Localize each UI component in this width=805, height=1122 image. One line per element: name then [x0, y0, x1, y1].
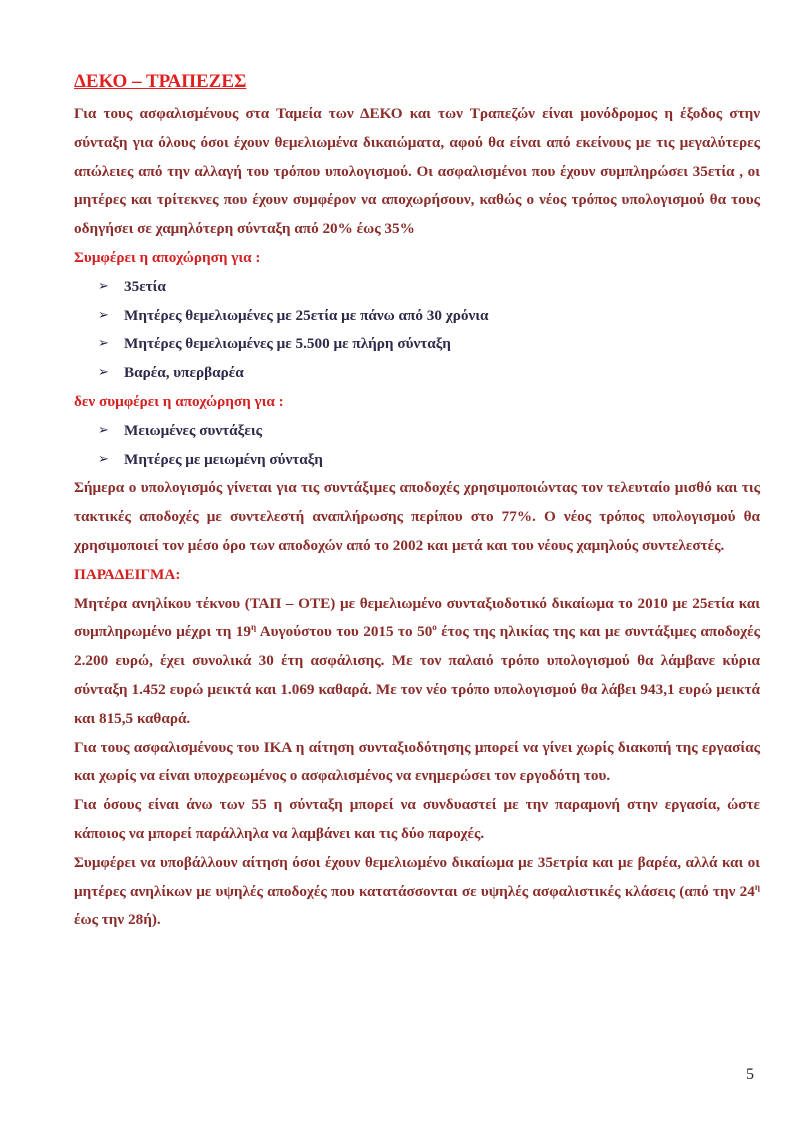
example-paragraph: Μητέρα ανηλίκου τέκνου (ΤΑΠ – ΟΤΕ) με θεμελιωμένο συνταξιοδοτικό δικαίωμα το 2010 με 25ετία και συμπληρωμένο μέχρι τη $19^\eta$ Αυγούστου του 2015 το $50^o$ έτος της ηλικίας της και με συντάξιμες αποδοχές 2.200 ευρώ, έχει συνολικά 30 έτη ασφάλισης. Με τον παλαιό τρόπο υπολογισμού θα λάμβανε κύρια σύνταξη 1.452 ευρώ μεικτά και 1.069 καθαρά. Με τον νέο τρόπο υπολογισμού θα λάβει 943,1 ευρώ μεικτά και 815,5 καθαρά.: [74, 594, 760, 727]
arrow-bullet-icon: ➢: [98, 451, 109, 467]
intro-paragraph: Για τους ασφαλισμένους στα Ταμεία των ΔΕΚΟ και των Τραπεζών είναι μονόδρομος η έξοδος στην σύνταξη για όλους όσοι έχουν θεμελιωμένα δικαιώματα, αφού θα είναι από εκείνους με τις μεγαλύτερες απώλειες από την αλλαγή του τρόπου υπολογισμού. Οι ασφαλισμένοι που έχουν συμπληρώσει 35ετία , οι μητέρες και τρίτεκνες που έχουν συμφέρον να αποχωρήσουν, καθώς ο νέος τρόπος υπολογισμού θα τους οδηγήσει σε χαμηλότερη σύνταξη από 20% έως 35%: [74, 105, 760, 238]
example-heading: ΠΑΡΑΔΕΙΓΜΑ:: [74, 565, 181, 583]
arrow-bullet-icon: ➢: [98, 278, 109, 294]
ika-paragraph: Για τους ασφαλισμένους του ΙΚΑ η αίτηση συνταξιοδότησης μπορεί να γίνει χωρίς διακοπή της εργασίας και χωρίς να είναι υποχρεωμένος ο ασφαλισμένος να ενημερώσει τον εργοδότη του.: [74, 738, 760, 785]
arrow-bullet-icon: ➢: [98, 307, 109, 323]
list-item: ➢ Μητέρες θεμελιωμένες με 25ετία με πάνω από 30 χρόνια: [98, 302, 760, 331]
arrow-bullet-icon: ➢: [98, 365, 109, 381]
section-heading: ΔΕΚΟ – ΤΡΑΠΕΖΕΣ: [74, 71, 247, 92]
arrow-bullet-icon: ➢: [98, 422, 109, 438]
list-item: ➢ Μητέρες θεμελιωμένες με 5.500 με πλήρη σύνταξη: [98, 330, 760, 359]
page-number: 5: [746, 1066, 754, 1083]
list-item: ➢ 35ετία: [98, 273, 760, 302]
list-item: ➢ Μειωμένες συντάξεις: [98, 417, 760, 446]
page-content: [74, 70, 760, 935]
calculation-paragraph: Σήμερα ο υπολογισμός γίνεται για τις συντάξιμες αποδοχές χρησιμοποιώντας τον τελευταίο μισθό και τις τακτικές αποδοχές με συντελεστή αναπλήρωσης περίπου στο 77%. Ο νέος τρόπος υπολογισμού θα χρησιμοποιεί τον μέσο όρο των αποδοχών από το 2002 και μετά και του νέους χαμηλούς συντελεστές.: [74, 479, 760, 554]
no-benefits-list: [74, 417, 760, 475]
final-paragraph: Συμφέρει να υποβάλλουν αίτηση όσοι έχουν θεμελιωμένο δικαίωμα με 35ετρία και με βαρέα, αλλά και οι μητέρες ανηλίκων με υψηλές αποδοχές που κατατάσσονται σε υψηλές ασφαλιστικές κλάσεις (από την $24^\eta$ έως την 28ή).: [74, 853, 760, 929]
over55-paragraph: Για όσους είναι άνω των 55 η σύνταξη μπορεί να συνδυαστεί με την παραμονή στην εργασία, ώστε κάποιος να μπορεί παράλληλα να λαμβάνει και τις δύο παροχές.: [74, 796, 760, 842]
list-item: ➢ Μητέρες με μειωμένη σύνταξη: [98, 446, 760, 475]
no-benefits-heading: δεν συμφέρει η αποχώρηση για :: [74, 392, 284, 410]
arrow-bullet-icon: ➢: [98, 336, 109, 352]
list-item: ➢ Βαρέα, υπερβαρέα: [98, 359, 760, 388]
benefits-heading: Συμφέρει η αποχώρηση για :: [74, 248, 261, 266]
benefits-list: [74, 273, 760, 388]
